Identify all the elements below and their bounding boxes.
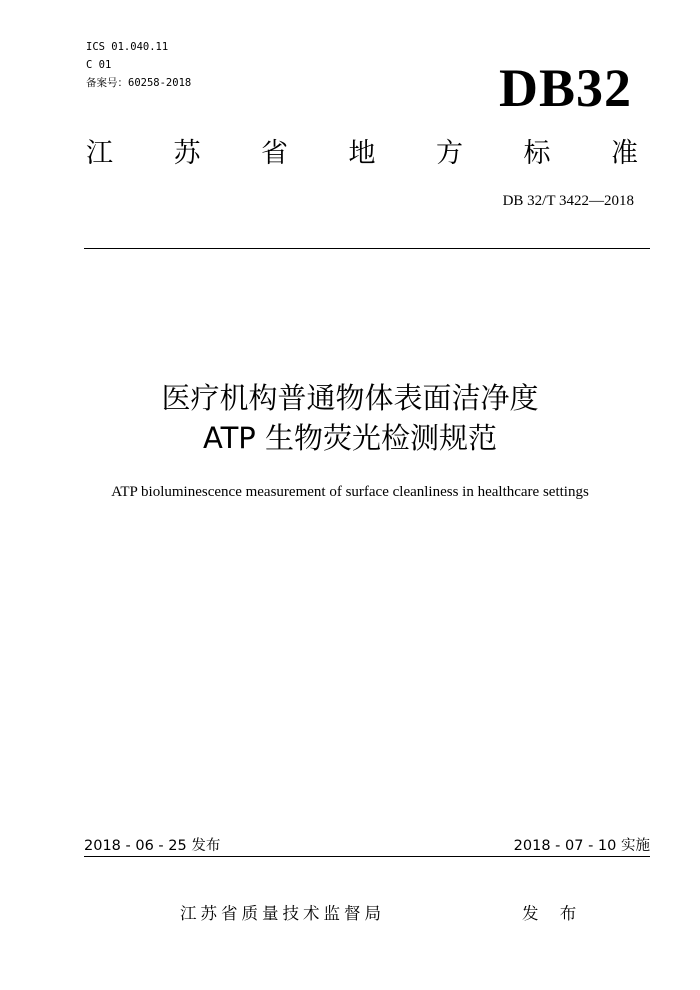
standard-type-heading (86, 134, 638, 174)
filing-number: 备案号：60258-2018 (86, 77, 192, 89)
standard-type-char: 江 (86, 138, 113, 169)
chinese-title-line-1: 医疗机构普通物体表面洁净度 (161, 381, 539, 415)
english-title: ATP bioluminescence measurement of surface cleanliness in healthcare settings (111, 484, 589, 500)
db-logo: DB32 (498, 58, 632, 118)
standard-type-char: 准 (611, 138, 638, 169)
standard-type-char: 方 (436, 138, 463, 169)
standard-type-char: 地 (348, 138, 376, 169)
chinese-title-line-2: ATP 生物荧光检测规范 (202, 421, 497, 455)
issuing-authority: 江苏省质量技术监督局 (180, 904, 385, 923)
standard-type-char: 标 (523, 138, 551, 169)
document-metadata (86, 38, 191, 92)
ics-code: ICS 01.040.11 (86, 41, 169, 53)
bottom-divider (84, 856, 650, 857)
top-divider (84, 248, 650, 249)
issue-label: 发 布 (522, 904, 585, 923)
standard-type-char: 省 (261, 138, 288, 169)
standard-type-char: 苏 (173, 138, 201, 169)
standard-code: DB 32/T 3422—2018 (502, 193, 634, 209)
implementation-date: 2018 - 07 - 10 实施 (513, 838, 650, 854)
release-date: 2018 - 06 - 25 发布 (84, 838, 221, 854)
ccs-code: C 01 (86, 59, 112, 71)
